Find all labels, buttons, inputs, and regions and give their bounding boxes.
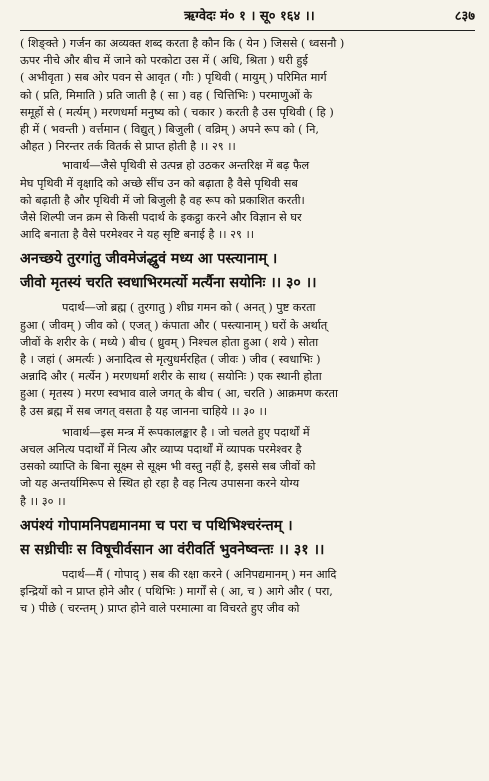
text-line: को ( प्रति, मिमाति ) प्रति जाती है ( सा ) वह ( चित्तिभिः ) परमाणुओं के [20,88,313,102]
mantra-31 [20,514,475,562]
text-line: आदि बनाता है वैसे परमेश्वर ने यह सृष्टि बनाई है ।। २९ ।। [20,228,255,242]
mantra-30 [20,247,475,295]
text-line: को बढ़ाती है और पृथिवी में जो बिजुली है वह रूप को प्रकाशित करती। [20,193,305,207]
mantra-line: स सध्रीचीः स विषूचीर्वसान आ वंरीवर्ति भुवनेष्वन्तः ।। ३१ ।। [20,541,325,558]
text-line: हुआ ( जीवम् ) जीव को ( एजत् ) कंपाता और ( पस्त्यानाम् ) घरों के अर्थात् [20,318,328,332]
mantra-line: अपंश्यं गोपामनिपद्यमानमा च परा च पथिभिश्चरंन्तम् । [20,517,293,534]
text-line: भावार्थ—इस मन्त्र में रूपकालङ्कार है । जो चलते हुए पदार्थों में [62,425,310,439]
running-title: ऋग्वेदः मं० १ । सू० १६४ ।। [184,9,315,24]
header-rule [20,30,475,31]
text-line: अन्नादि और ( मर्त्येन ) मरणधर्मा शरीर के साथ ( सयोनिः ) एक स्थानी होता [20,370,322,384]
mantra-line: अनच्छये तुरगांतु जीवमेजंद्धुवं मध्य आ पस्त्यानाम् । [20,251,278,268]
text-line: च ) पीछे ( चरन्तम् ) प्राप्त होने वाले परमात्मा वा विचरते हुए जीव को [20,602,300,616]
text-line: पदार्थ—मैं ( गोपाद् ) सब की रक्षा करने ( अनिपद्यमानम् ) मन आदि [62,567,337,581]
paragraph-1 [20,35,475,155]
text-line: हुआ ( मृतस्य ) मरण स्वभाव वाले जगत् के बीच ( आ, चरति ) आक्रमण करता [20,387,338,401]
text-line: जीवों के शरीर के ( मध्ये ) बीच ( ध्रुवम् ) निश्चल होता हुआ ( शये ) सोता [20,335,319,349]
paragraph-2 [20,157,475,243]
paragraph-4 [20,424,475,510]
text-line: है । जहां ( अमर्त्यः ) अनादित्व से मृत्युधर्मरहित ( जीवः ) जीव ( स्वधाभिः ) [20,353,321,367]
text-line: इन्द्रियों को न प्राप्त होने और ( पथिभिः ) मार्गों से ( आ, च ) आगे और ( परा, [20,585,333,599]
text-line: औहत ) निरन्तर तर्क वितर्क से प्राप्त होती है ।। २९ ।। [20,140,236,154]
text-line: उसको व्याप्ति के बिना सूक्ष्म से सूक्ष्म भी वस्तु नहीं है, इससे सब जीवों को [20,460,316,474]
text-line: है उस ब्रह्म में सब जगत् वसता है यह जानना चाहिये ।। ३० ।। [20,404,268,418]
text-line: ही में ( भवन्ती ) वर्त्तमान ( विद्युत् ) बिजुली ( वव्रिम् ) अपने रूप को ( नि, [20,123,319,137]
text-line: ( अभीवृता ) सब ओर पवन से आवृत ( गौः ) पृथिवी ( मायुम् ) परिमित मार्ग [20,71,327,85]
page-number: ८३७ [454,9,475,24]
paragraph-3 [20,299,475,419]
text-line: मेघ पृथिवी में वृक्षादि को अच्छे सींच उन को बढ़ाता है वैसे पृथिवी सब [20,176,298,190]
text-line: जो यह अन्तर्यामिरूप से स्थित हो रहा है वह नित्य उपासना करने योग्य [20,477,300,491]
mantra-line: जीवो मृतस्यं चरति स्वधाभिरमर्त्यो मर्त्यैना सयोनिः ।। ३० ।। [20,275,317,292]
text-line: समूहों से ( मर्त्यम् ) मरणधर्मा मनुष्य को ( चकार ) करती है उस पृथिवी ( हि ) [20,105,334,119]
text-line: अचल अनित्य पदार्थों में नित्य और व्याप्य पदार्थों में व्यापक परमेश्वर है [20,443,302,457]
text-line: है ।। ३० ।। [20,494,66,508]
page-header [20,6,475,28]
text-line: पदार्थ—जो ब्रह्म ( तुरगातु ) शीघ्र गमन को ( अनत् ) पुष्ट करता [62,301,316,315]
text-line: भावार्थ—जैसे पृथिवी से उत्पन्न हो उठकर अन्तरिक्ष में बढ़ फैल [62,159,310,173]
paragraph-5 [20,566,475,618]
text-line: जैसे शिल्पी जन क्रम से किसी पदार्थ के इकट्ठा करने और विज्ञान से घर [20,211,302,225]
text-line: ( शिङ्क्ते ) गर्जन का अव्यक्त शब्द करता है कौन कि ( येन ) जिससे ( ध्वसनौ ) [20,37,345,50]
text-line: ऊपर नीचे और बीच में जाने को परकोटा उस में ( अधि, श्रिता ) धरी हुई [20,54,308,68]
